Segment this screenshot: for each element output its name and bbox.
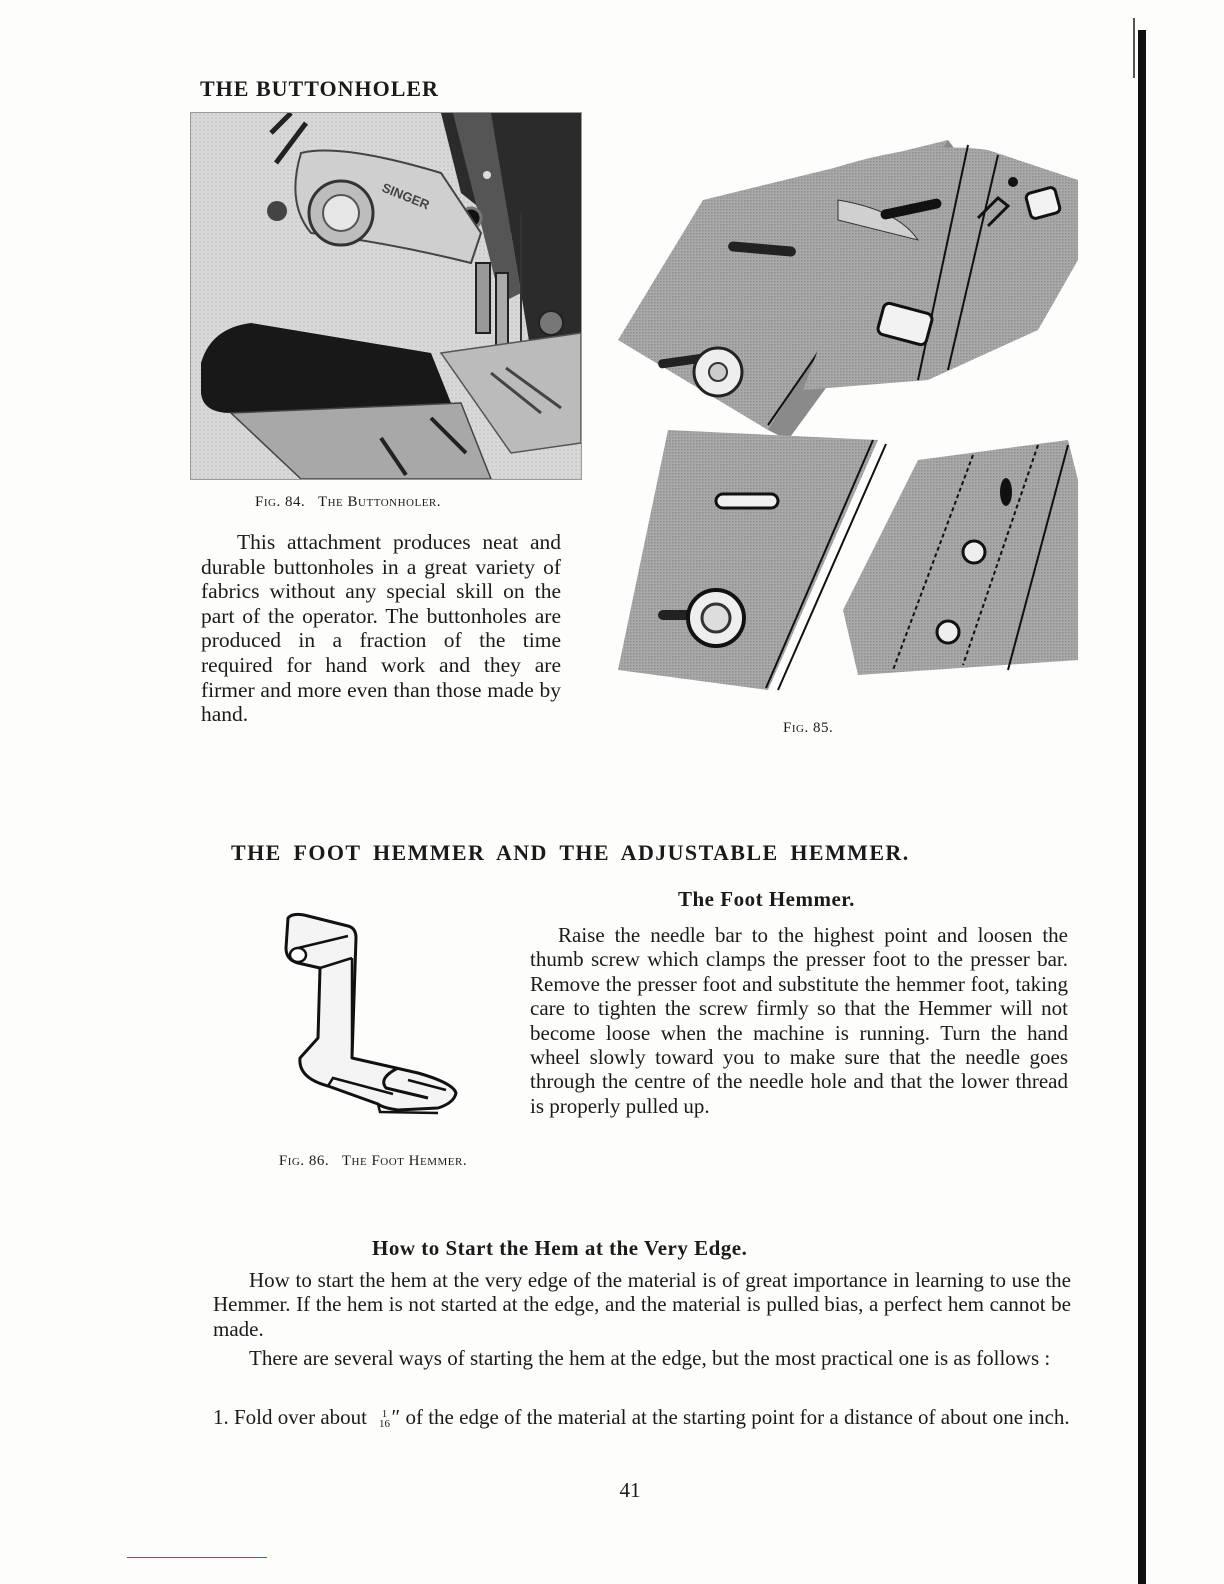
start-hem-paragraph-2-text: There are several ways of starting the hem at the edge, but the most practical one is as follows : — [249, 1346, 1051, 1370]
fraction-numerator: 1 — [381, 1408, 388, 1421]
buttonholer-body-text — [201, 530, 561, 727]
fig84-caption — [255, 494, 441, 511]
step-1-rest-text: ″ of the edge of the material at the starting point for a distance of about one inch. — [391, 1405, 1070, 1429]
step-1-lead-text: 1. Fold over about — [213, 1405, 367, 1429]
fig86-caption — [258, 1150, 488, 1173]
fig84-buttonholer-photo — [190, 112, 582, 480]
scan-edge-mark — [1133, 18, 1135, 78]
start-hem-step-1 — [213, 1405, 1071, 1429]
start-hem-paragraph-1 — [213, 1268, 1071, 1341]
buttonholer-paragraph: This attachment produces neat and durable buttonholes in a great variety of fabrics without any special skill on the part of the operator. The buttonholes are produced in a fraction of the time required for hand work and they are firmer and more even than those made by hand. — [201, 530, 561, 727]
fig85-caption-text: Fig. 85. — [783, 720, 834, 736]
singer-brand-text: SINGER — [379, 179, 432, 213]
start-hem-subheading: How to Start the Hem at the Very Edge. — [372, 1236, 748, 1260]
fig84-caption-prefix: Fig. 84. — [255, 494, 306, 510]
foot-hemmer-paragraph: Raise the needle bar to the highest point and loosen the thumb screw which clamps the presser foot to the presser bar. Remove the presser foot and substitute the hemmer foot, taking care to tighten the screw firmly so that the Hemmer will not become loose when the machine is running. Turn the hand wheel slowly toward you to make sure that the needle goes through the centre of the needle hole and that the lower thread is properly pulled up. — [530, 923, 1068, 1118]
hemmer-section-heading: THE FOOT HEMMER AND THE ADJUSTABLE HEMMER. — [231, 840, 910, 865]
page-number: 41 — [619, 1478, 641, 1502]
fig85-buttonhole-samples-illustration — [618, 140, 1088, 700]
fig86-caption-title: The Foot Hemmer. — [341, 1153, 468, 1169]
one-sixteenth-fraction — [377, 1409, 391, 1429]
scan-margin-line — [127, 1557, 267, 1558]
fig84-caption-title: The Buttonholer. — [317, 494, 442, 510]
buttonholer-heading: THE BUTTONHOLER — [200, 76, 439, 101]
fig86-caption-prefix: Fig. 86. — [278, 1153, 330, 1169]
start-hem-paragraph-1-text: How to start the hem at the very edge of the material is of great importance in learning to use the Hemmer. If the hem is not started at the edge, and the material is pulled bias, a perfect hem cannot be made. — [213, 1268, 1071, 1341]
foot-hemmer-subheading: The Foot Hemmer. — [678, 887, 855, 911]
start-hem-paragraph-2 — [213, 1346, 1071, 1370]
fig85-caption — [783, 720, 833, 737]
fraction-denominator: 16 — [378, 1418, 390, 1431]
scan-binding-edge — [1138, 30, 1146, 1584]
fig86-foot-hemmer-drawing — [268, 908, 468, 1118]
foot-hemmer-body-text — [530, 923, 1068, 1118]
